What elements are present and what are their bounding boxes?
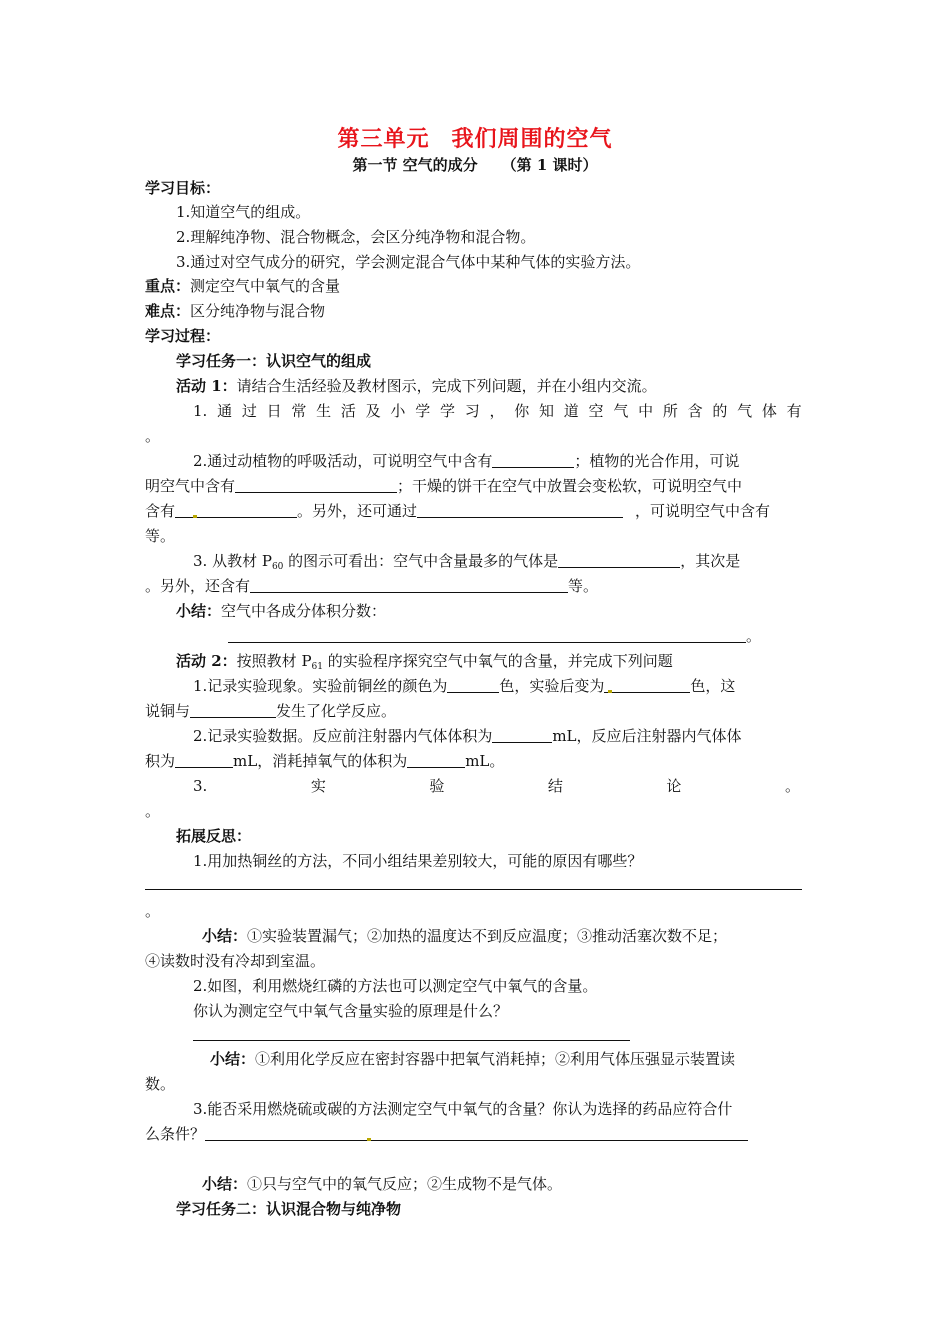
process-heading: 学习过程： xyxy=(145,327,221,345)
activity2-text: 按照教材 P xyxy=(236,652,312,670)
activity2-record3 xyxy=(193,776,800,796)
question-char: 的 xyxy=(712,402,728,420)
question2-text: 明空气中含有 xyxy=(145,477,236,495)
reflection-summary1-cont: ④读数时没有冷却到室温。 xyxy=(145,952,326,970)
question-char: 实 xyxy=(310,777,326,795)
reflection-summary1 xyxy=(202,926,802,946)
question-char: 3. xyxy=(193,777,208,795)
question-char: 验 xyxy=(429,777,445,795)
answer-blank[interactable] xyxy=(417,501,623,518)
answer-blank[interactable] xyxy=(235,476,397,493)
record-text: mL，消耗掉氧气的体积为 xyxy=(233,752,408,770)
section-name: 第一节 空气的成分 xyxy=(352,156,478,174)
summary-label: 小结： xyxy=(210,1050,256,1068)
question-char: 小 xyxy=(390,402,406,420)
activity1-text: 请结合生活经验及教材图示，完成下列问题，并在小组内交流。 xyxy=(236,377,657,395)
reflection-question1-end: 。 xyxy=(145,902,161,920)
activity1-question3 xyxy=(193,551,850,577)
goals-heading: 学习目标： xyxy=(145,179,221,197)
task2-heading: 学习任务二：认识混合物与纯净物 xyxy=(176,1200,402,1218)
answer-blank[interactable] xyxy=(190,701,276,718)
record-text: 色，这 xyxy=(690,677,736,695)
summary-end: 。 xyxy=(746,627,762,645)
lesson-number: （第 1 课时） xyxy=(501,156,598,174)
summary1-answer xyxy=(228,626,885,646)
activity2-record1-cont xyxy=(145,701,802,721)
question-char: 通 xyxy=(217,402,233,420)
record-text: 1.记录实验现象。实验前铜丝的颜色为 xyxy=(193,677,448,695)
activity1-intro xyxy=(176,376,833,396)
task1-heading: 学习任务一：认识空气的组成 xyxy=(176,352,372,370)
question3-text: 3. 从教材 P xyxy=(193,552,272,570)
question-char: 。 xyxy=(784,777,800,795)
question-char: 过 xyxy=(241,402,257,420)
question2-text: 。另外，还可通过 xyxy=(297,502,418,520)
question2-text: ；干燥的饼干在空气中放置会变松软，可说明空气中 xyxy=(397,477,743,495)
question-text: 么条件？ xyxy=(145,1125,206,1143)
question-char: 活 xyxy=(340,402,356,420)
record-text: 积为 xyxy=(145,752,176,770)
reflection-question2: 2.如图，利用燃烧红磷的方法也可以测定空气中氧气的含量。 xyxy=(193,977,598,995)
page-subscript: 61 xyxy=(311,662,323,672)
activity2-record1 xyxy=(193,676,850,696)
reflection-question3-cont xyxy=(145,1124,802,1144)
question-char: 含 xyxy=(687,402,703,420)
reflection-question1: 1.用加热铜丝的方法，不同小组结果差别较大，可能的原因有哪些？ xyxy=(193,852,643,870)
reflection-summary2-cont: 数。 xyxy=(145,1075,176,1093)
answer-blank[interactable] xyxy=(228,626,746,643)
ink-mark xyxy=(367,1138,371,1141)
question2-text: ，可说明空气中含有 xyxy=(635,502,771,520)
goal-item: 2.理解纯净物、混合物概念，会区分纯净物和混合物。 xyxy=(176,228,536,246)
unit-title xyxy=(0,122,950,153)
question-char: 生 xyxy=(316,402,332,420)
record-text: mL。 xyxy=(465,752,505,770)
question-char: 道 xyxy=(563,402,579,420)
reflection-summary3 xyxy=(202,1174,859,1194)
record-text: mL，反应后注射器内气体体 xyxy=(552,727,742,745)
activity1-question2-cont xyxy=(145,501,802,521)
summary1 xyxy=(176,601,833,621)
question1-end: 。 xyxy=(145,427,161,445)
question-char: 习 xyxy=(464,402,480,420)
activity1-question1 xyxy=(193,401,802,421)
question3-text: 。另外，还含有 xyxy=(145,577,251,595)
reflection-summary2 xyxy=(210,1049,802,1069)
reflection-question3: 3.能否采用燃烧硫或碳的方法测定空气中氧气的含量？你认为选择的药品应符合什 xyxy=(193,1100,733,1118)
question-char: 学 xyxy=(415,402,431,420)
record-text: 色，实验后变为 xyxy=(499,677,605,695)
record-text: 发生了化学反应。 xyxy=(276,702,397,720)
activity2-record2 xyxy=(193,726,850,746)
answer-blank[interactable] xyxy=(492,451,574,468)
question3-text: 等。 xyxy=(568,577,599,595)
summary-label: 小结： xyxy=(202,927,248,945)
answer-blank[interactable] xyxy=(175,751,233,768)
summary-text: ①只与空气中的氧气反应；②生成物不是气体。 xyxy=(247,1175,563,1193)
question2-text: ；植物的光合作用，可说 xyxy=(574,452,740,470)
difficulty-text: 区分纯净物与混合物 xyxy=(190,302,326,320)
question-char: 知 xyxy=(539,402,555,420)
question-char: 日 xyxy=(266,402,282,420)
activity2-label: 活动 2： xyxy=(176,652,237,670)
goal-item: 1.知道空气的组成。 xyxy=(176,203,311,221)
section-title xyxy=(0,154,950,175)
question-char: 1. xyxy=(193,402,208,420)
answer-blank[interactable] xyxy=(604,676,690,693)
question-char: 体 xyxy=(761,402,777,420)
question2-end: 等。 xyxy=(145,527,176,545)
question2-text: 含有 xyxy=(145,502,176,520)
key-point xyxy=(145,276,802,296)
record3-end: 。 xyxy=(145,802,161,820)
key-point-text: 测定空气中氧气的含量 xyxy=(190,277,341,295)
question2-text: 2.通过动植物的呼吸活动，可说明空气中含有 xyxy=(193,452,493,470)
question-char: 论 xyxy=(666,777,682,795)
reflection-question2b: 你认为测定空气中氧气含量实验的原理是什么？ xyxy=(193,1002,509,1020)
summary-text: ①实验装置漏气；②加热的温度达不到反应温度；③推动活塞次数不足； xyxy=(247,927,728,945)
activity1-question2-cont xyxy=(145,476,802,496)
answer-line[interactable] xyxy=(193,1040,630,1041)
activity2-text: 的实验程序探究空气中氧气的含量，并完成下列问题 xyxy=(323,652,673,670)
question-char: 学 xyxy=(439,402,455,420)
key-point-label: 重点： xyxy=(145,277,191,295)
activity1-question3-cont xyxy=(145,576,802,596)
question-char: 及 xyxy=(365,402,381,420)
question-char: 空 xyxy=(588,402,604,420)
answer-blank[interactable] xyxy=(492,726,552,743)
summary-text: ①利用化学反应在密封容器中把氧气消耗掉；②利用气体压强显示装置读 xyxy=(255,1050,736,1068)
summary-label: 小结： xyxy=(176,602,222,620)
question-char: 所 xyxy=(662,402,678,420)
answer-blank[interactable] xyxy=(558,551,680,568)
record-text: 2.记录实验数据。反应前注射器内气体体积为 xyxy=(193,727,493,745)
question-char: 常 xyxy=(291,402,307,420)
question3-text: ，其次是 xyxy=(680,552,741,570)
record-text: 说铜与 xyxy=(145,702,191,720)
reflection-heading: 拓展反思： xyxy=(176,827,252,845)
difficulty-label: 难点： xyxy=(145,302,191,320)
goal-item: 3.通过对空气成分的研究，学会测定混合气体中某种气体的实验方法。 xyxy=(176,253,641,271)
question-char: 有 xyxy=(786,402,802,420)
answer-blank[interactable] xyxy=(447,676,499,693)
activity1-label: 活动 1： xyxy=(176,377,237,395)
answer-blank[interactable] xyxy=(407,751,465,768)
question-char: ， xyxy=(489,402,505,420)
difficulty xyxy=(145,301,802,321)
activity1-question2 xyxy=(193,451,850,471)
summary-label: 小结： xyxy=(202,1175,248,1193)
answer-blank[interactable] xyxy=(250,576,568,593)
question-char: 气 xyxy=(613,402,629,420)
answer-blank[interactable] xyxy=(205,1124,748,1141)
question-char: 结 xyxy=(547,777,563,795)
ink-mark xyxy=(608,690,612,693)
question-char: 你 xyxy=(514,402,530,420)
summary-text: 空气中各成分体积分数： xyxy=(221,602,387,620)
page-subscript: 60 xyxy=(271,562,284,572)
activity2-intro xyxy=(176,651,833,677)
ink-mark xyxy=(193,515,197,518)
answer-blank[interactable] xyxy=(175,501,297,518)
question-char: 气 xyxy=(737,402,753,420)
question-char: 中 xyxy=(638,402,654,420)
answer-line[interactable] xyxy=(145,889,802,890)
question3-text: 的图示可看出：空气中含量最多的气体是 xyxy=(283,552,559,570)
unit-name: 我们周围的空气 xyxy=(451,126,613,152)
unit-number: 第三单元 xyxy=(337,126,430,152)
activity2-record2-cont xyxy=(145,751,802,771)
